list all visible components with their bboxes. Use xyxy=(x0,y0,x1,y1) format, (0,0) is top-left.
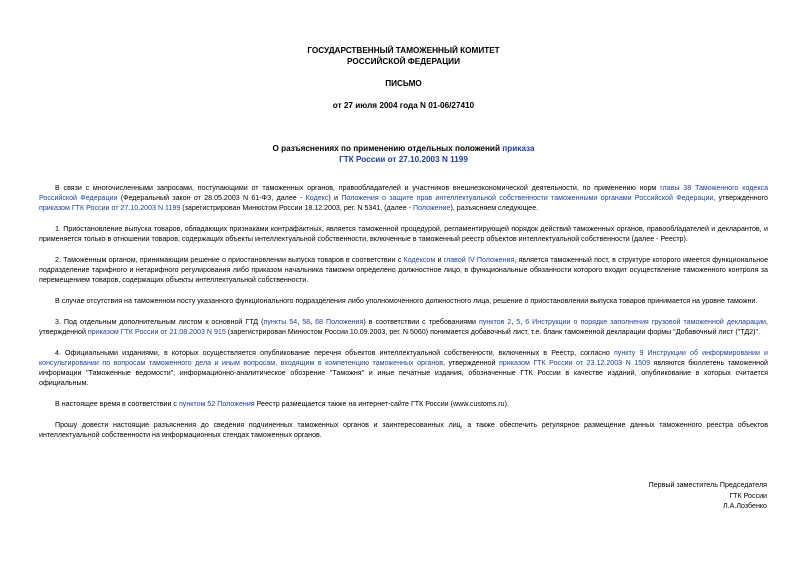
subject-link-order-number[interactable]: ГТК России от 27.10.2003 N 1199 xyxy=(339,154,468,164)
link-item-52[interactable]: пунктом 52 Положения xyxy=(178,400,255,409)
link-item-58[interactable]: 58 xyxy=(302,317,311,326)
signature-organization: ГТК России xyxy=(729,491,767,500)
text: 2. Таможенным органом, принимающим решение о приостановлении выпуска товаров в соответствии с xyxy=(55,256,404,265)
text: ) в соответствии с требованиями xyxy=(363,317,479,326)
link-code[interactable]: Кодекс xyxy=(305,194,329,203)
text: В связи с многочисленными запросами, поступающими от таможенных органов, правообладателей и участников внешнеэкономической деятельности, по применению норм xyxy=(55,184,661,192)
document-subject xyxy=(0,144,807,165)
link-codex[interactable]: Кодексом xyxy=(403,256,436,265)
link-instruction-item-9[interactable]: пункту 9 Инструкции об информировании и консультировании по вопросам таможенного дела и иным вопросам, входящим в компетенцию таможенных органов xyxy=(39,348,769,367)
text: В случае отсутствия на таможенном посту указанного функционального подразделения либо уполномоченного должностного лица, решение о приостановлении выпуска товаров принимается на уровне таможни. xyxy=(55,297,758,306)
text: , xyxy=(297,317,303,326)
paragraph-2 xyxy=(39,255,768,286)
text: , xyxy=(520,317,526,326)
org-line-1: ГОСУДАРСТВЕННЫЙ ТАМОЖЕННЫЙ КОМИТЕТ xyxy=(307,46,500,55)
link-customs-code-ch38[interactable]: главы 38 Таможенного кодекса Российской Федерации xyxy=(39,184,769,203)
paragraph-4 xyxy=(39,348,768,389)
text: В настоящее время в соответствии с xyxy=(55,400,179,409)
text: Реестр размещается также на интернет-сайте ГТК России (www.customs.ru). xyxy=(254,400,509,409)
text: являются бюллетень таможенной информации "Таможенные ведомости", информационно-аналитическое обозрение "Таможня" и иные печатные издания, обозначенные ГТК России в качестве изданий, опубликование в которых считается официальным. xyxy=(39,358,768,388)
org-line-2: РОССИЙСКОЙ ФЕДЕРАЦИИ xyxy=(347,56,460,66)
link-item-5[interactable]: 5 xyxy=(516,317,521,326)
paragraph-1 xyxy=(39,224,768,244)
link-order-1199[interactable]: приказом ГТК России от 27.10.2003 N 1199 xyxy=(39,204,181,213)
link-order-915[interactable]: приказом ГТК России от 21.08.2003 N 915 xyxy=(87,328,226,337)
organization-header xyxy=(0,46,807,67)
text: 4. Официальными изданиями, в которых осуществляется опубликование перечня объектов интеллектуальной собственности, включенных в Реестр, согласно xyxy=(55,348,614,357)
link-polozhenie[interactable]: Положение xyxy=(412,204,451,213)
paragraph-registry-site xyxy=(39,399,768,409)
signature-block xyxy=(649,480,767,512)
link-item-2[interactable]: пунктов 2 xyxy=(478,317,512,326)
link-item-68[interactable]: 68 Положения xyxy=(315,317,364,326)
text: ) и xyxy=(328,194,342,203)
text: , утвержденного xyxy=(713,194,768,203)
text: и xyxy=(435,256,444,265)
text: (зарегистрирован Минюстом России 18.12.2003, рег. N 5341, (далее - xyxy=(180,204,413,213)
signature-position: Первый заместитель Председателя xyxy=(648,481,767,489)
text: (Федеральный закон от 28.05.2003 N 61-ФЗ, далее - xyxy=(117,194,306,203)
paragraph-2-note xyxy=(39,296,768,306)
subject-link-order[interactable]: приказа xyxy=(502,144,535,153)
text: 1. Приостановление выпуска товаров, обладающих признаками контрафактных, является таможенной процедурой, регламентирующей порядок действий таможенных органов, правообладателей и декларантов, и применяется только в отношении товаров, содержащих объекты интеллектуальной собственности, включенные в таможенный реестр объектов интеллектуальной собственности (далее - Реестр). xyxy=(39,225,768,244)
text: Прошу довести настоящие разъяснения до сведения подчиненных таможенных органов и заинтересованных лиц, а также обеспечить регулярное размещение данных таможенного реестра объектов интеллектуальной собственности на информационных стендах таможенных органов. xyxy=(39,420,768,439)
document-type: ПИСЬМО xyxy=(385,79,422,88)
paragraph-3 xyxy=(39,317,768,337)
text: , xyxy=(511,317,517,326)
signature-name: Л.А.Лозбенко xyxy=(723,502,767,510)
document-date-number: от 27 июля 2004 года N 01-06/27410 xyxy=(332,101,475,110)
link-chapter-iv[interactable]: главой IV Положения xyxy=(443,256,515,265)
text: , xyxy=(310,317,316,326)
link-item-54[interactable]: пункты 54 xyxy=(263,317,298,326)
paragraph-request xyxy=(39,420,768,440)
paragraph-intro xyxy=(39,183,768,214)
subject-text: О разъяснениях по применению отдельных положений xyxy=(272,144,503,153)
link-instruction-gtd[interactable]: 6 Инструкции о порядке заполнения грузовой таможенной декларации xyxy=(525,317,767,326)
link-order-1509[interactable]: приказом ГТК России от 23.12.2003 N 1509 xyxy=(498,358,651,367)
link-regulation[interactable]: Положения о защите прав интеллектуальной собственности таможенными органами Российской Федерации xyxy=(341,194,714,203)
text: ), разъясняем следующее. xyxy=(450,204,539,213)
document-body xyxy=(39,183,768,451)
text: 3. Под отдельным дополнительным листом к основной ГТД ( xyxy=(55,317,264,326)
text: , утвержденной xyxy=(39,317,768,337)
text: , является таможенный пост, в структуре которого имеется функциональное подразделение тарифного и нетарифного регулирования либо приказом начальника таможни определено должностное лицо, в функциональные обязанности которого входит осуществление таможенного контроля за перемещением товаров, содержащих объекты интеллектуальной собственности. xyxy=(39,256,769,285)
text: (зарегистрирован Минюстом России 10.09.2003, рег. N 5060) понимается добавочный лист, т.е. бланк таможенной декларации формы "Добавочный лист ("ТД2)". xyxy=(225,328,760,337)
text: , утвержденной xyxy=(443,358,499,367)
